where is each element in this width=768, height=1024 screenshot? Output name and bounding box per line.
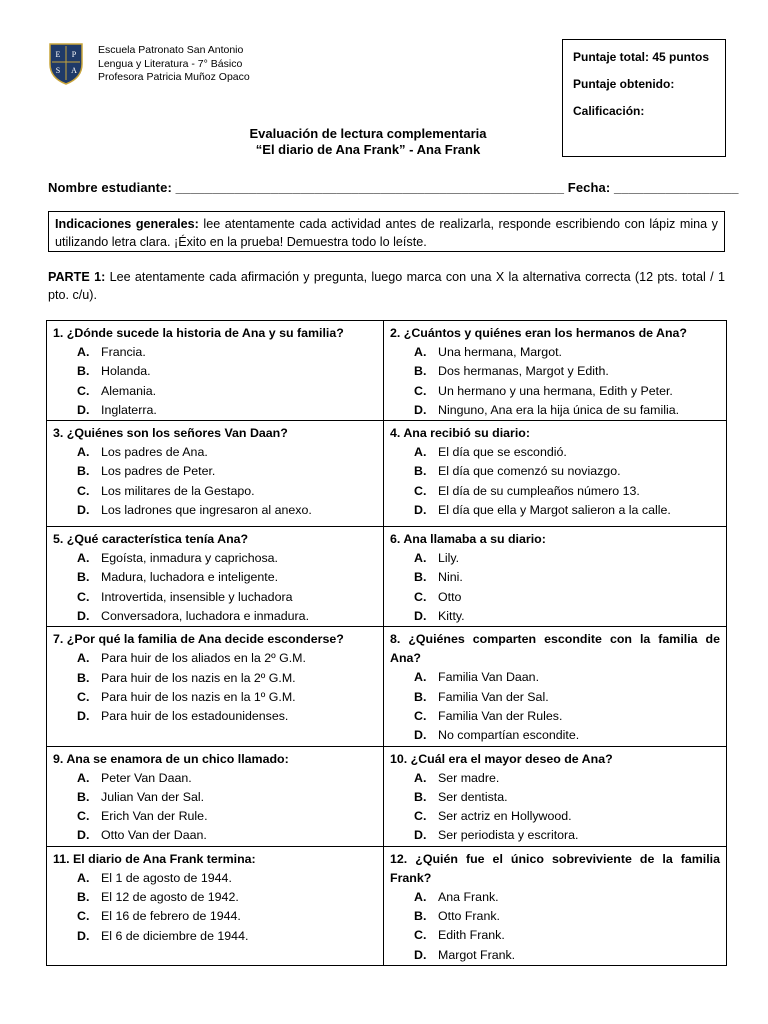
question-title: 8. ¿Quiénes comparten escondite con la familia de Ana? xyxy=(390,632,720,666)
option-c[interactable]: C. Familia Van der Rules. xyxy=(414,708,563,723)
option-b[interactable]: B. Nini. xyxy=(414,570,463,585)
course-name: Lengua y Literatura - 7° Básico xyxy=(98,57,243,70)
instructions-box xyxy=(48,211,725,252)
option-a[interactable]: A. Los padres de Ana. xyxy=(77,445,208,460)
option-a[interactable]: A. Egoísta, inmadura y caprichosa. xyxy=(77,551,279,566)
student-name-label: Nombre estudiante: xyxy=(48,180,176,195)
option-b[interactable]: B. Familia Van der Sal. xyxy=(414,689,549,704)
question-title: 1. ¿Dónde sucede la historia de Ana y su familia? xyxy=(53,326,344,340)
question-title: 10. ¿Cuál era el mayor deseo de Ana? xyxy=(390,751,613,766)
question-title: 5. ¿Qué característica tenía Ana? xyxy=(53,532,249,547)
student-line xyxy=(48,180,739,195)
option-b[interactable]: B. Los padres de Peter. xyxy=(77,464,216,479)
option-c[interactable]: C. Otto xyxy=(414,589,462,604)
logo-letter-p: P xyxy=(71,50,77,59)
score-grade: Calificación: xyxy=(573,104,645,118)
part-1-label: PARTE 1: xyxy=(48,270,106,284)
option-c[interactable]: C. Un hermano y una hermana, Edith y Peter. xyxy=(414,383,673,398)
question-9 xyxy=(47,746,384,846)
option-a[interactable]: A. Francia. xyxy=(77,345,146,359)
option-a[interactable]: A. Para huir de los aliados en la 2º G.M. xyxy=(77,651,306,666)
logo-letter-e: E xyxy=(55,50,61,59)
option-d[interactable]: D. El 6 de diciembre de 1944. xyxy=(77,928,249,943)
option-c[interactable]: C. El 16 de febrero de 1944. xyxy=(77,909,241,924)
option-d[interactable]: D. Ser periodista y escritora. xyxy=(414,828,579,843)
question-title: 11. El diario de Ana Frank termina: xyxy=(53,851,256,866)
option-d[interactable]: D. Margot Frank. xyxy=(414,947,516,962)
question-title: 12. ¿Quién fue el único sobreviviente de la familia Frank? xyxy=(390,851,720,885)
option-b[interactable]: B. El 12 de agosto de 1942. xyxy=(77,890,239,905)
score-obtained: Puntaje obtenido: xyxy=(573,77,675,91)
question-6 xyxy=(384,527,727,627)
option-a[interactable]: A. Lily. xyxy=(414,551,460,566)
option-a[interactable]: A. Peter Van Daan. xyxy=(77,770,192,785)
option-c[interactable]: C. El día de su cumpleaños número 13. xyxy=(414,483,640,498)
option-a[interactable]: A. Familia Van Daan. xyxy=(414,670,540,685)
question-10 xyxy=(384,746,727,846)
title-line-1: Evaluación de lectura complementaria xyxy=(249,126,487,141)
question-title: 3. ¿Quiénes son los señores Van Daan? xyxy=(53,426,288,441)
option-c[interactable]: C. Edith Frank. xyxy=(414,928,505,943)
option-b[interactable]: B. El día que comenzó su noviazgo. xyxy=(414,464,621,479)
school-name: Escuela Patronato San Antonio xyxy=(98,44,244,56)
option-d[interactable]: D. El día que ella y Margot salieron a la calle. xyxy=(414,503,671,518)
option-b[interactable]: B. Dos hermanas, Margot y Edith. xyxy=(414,364,609,379)
question-12 xyxy=(384,846,727,965)
option-c[interactable]: C. Erich Van der Rule. xyxy=(77,809,208,824)
question-title: 4. Ana recibió su diario: xyxy=(390,426,530,441)
logo-letter-a: A xyxy=(71,66,77,75)
school-logo xyxy=(48,42,84,86)
question-2 xyxy=(384,321,727,421)
option-c[interactable]: C. Ser actriz en Hollywood. xyxy=(414,809,572,824)
instructions-label: Indicaciones generales: xyxy=(55,217,199,231)
date-blank[interactable]: _________________ xyxy=(614,180,739,195)
score-box xyxy=(562,39,726,157)
school-info xyxy=(98,44,250,85)
option-c[interactable]: C. Introvertida, insensible y luchadora xyxy=(77,589,293,604)
question-4 xyxy=(384,421,727,527)
option-a[interactable]: A. Una hermana, Margot. xyxy=(414,345,562,359)
option-b[interactable]: B. Julian Van der Sal. xyxy=(77,789,205,804)
question-title: 7. ¿Por qué la familia de Ana decide esconderse? xyxy=(53,632,344,647)
option-a[interactable]: A. El 1 de agosto de 1944. xyxy=(77,870,232,885)
option-c[interactable]: C. Alemania. xyxy=(77,383,157,398)
option-a[interactable]: A. Ana Frank. xyxy=(414,889,499,904)
option-b[interactable]: B. Ser dentista. xyxy=(414,789,508,804)
part-1-text: Lee atentamente cada afirmación y pregunta, luego marca con una X la alternativa correcta (12 pts. total / 1 pto. c/u). xyxy=(48,270,725,302)
option-d[interactable]: D. Conversadora, luchadora e inmadura. xyxy=(77,609,310,624)
option-b[interactable]: B. Otto Frank. xyxy=(414,909,500,924)
question-7 xyxy=(47,627,384,746)
part-1-intro xyxy=(48,268,725,304)
question-8 xyxy=(384,627,727,746)
option-d[interactable]: D. Kitty. xyxy=(414,609,465,624)
option-d[interactable]: D. No compartían escondite. xyxy=(414,728,580,743)
question-11 xyxy=(47,846,384,965)
option-b[interactable]: B. Holanda. xyxy=(77,364,151,379)
question-title: 9. Ana se enamora de un chico llamado: xyxy=(53,751,289,766)
question-5 xyxy=(47,527,384,627)
option-d[interactable]: D. Otto Van der Daan. xyxy=(77,828,207,843)
question-1 xyxy=(47,321,384,421)
questions-table xyxy=(46,320,727,966)
option-d[interactable]: D. Ninguno, Ana era la hija única de su familia. xyxy=(414,402,680,417)
teacher-name: Profesora Patricia Muñoz Opaco xyxy=(98,71,250,83)
question-3 xyxy=(47,421,384,527)
instructions-text: lee atentamente cada actividad antes de realizarla, responde escribiendo con lápiz mina y utilizando letra clara. ¡Éxito en la prueba! Demuestra todo lo leíste. xyxy=(55,217,718,249)
title-line-2: “El diario de Ana Frank” - Ana Frank xyxy=(255,142,481,157)
option-c[interactable]: C. Para huir de los nazis en la 1º G.M. xyxy=(77,689,296,704)
option-d[interactable]: D. Los ladrones que ingresaron al anexo. xyxy=(77,503,312,518)
score-total: Puntaje total: 45 puntos xyxy=(573,50,710,64)
question-title: 6. Ana llamaba a su diario: xyxy=(390,532,546,547)
option-a[interactable]: A. El día que se escondió. xyxy=(414,445,567,460)
option-b[interactable]: B. Madura, luchadora e inteligente. xyxy=(77,570,279,585)
logo-letter-s: S xyxy=(55,66,61,75)
question-title: 2. ¿Cuántos y quiénes eran los hermanos de Ana? xyxy=(390,326,687,340)
option-d[interactable]: D. Inglaterra. xyxy=(77,402,157,417)
student-name-blank[interactable]: _____________________________________________________ xyxy=(175,180,565,195)
option-a[interactable]: A. Ser madre. xyxy=(414,770,500,785)
option-b[interactable]: B. Para huir de los nazis en la 2º G.M. xyxy=(77,670,296,685)
option-c[interactable]: C. Los militares de la Gestapo. xyxy=(77,483,255,498)
option-d[interactable]: D. Para huir de los estadounidenses. xyxy=(77,709,289,724)
exam-title xyxy=(190,126,546,158)
date-label: Fecha: xyxy=(564,180,615,195)
